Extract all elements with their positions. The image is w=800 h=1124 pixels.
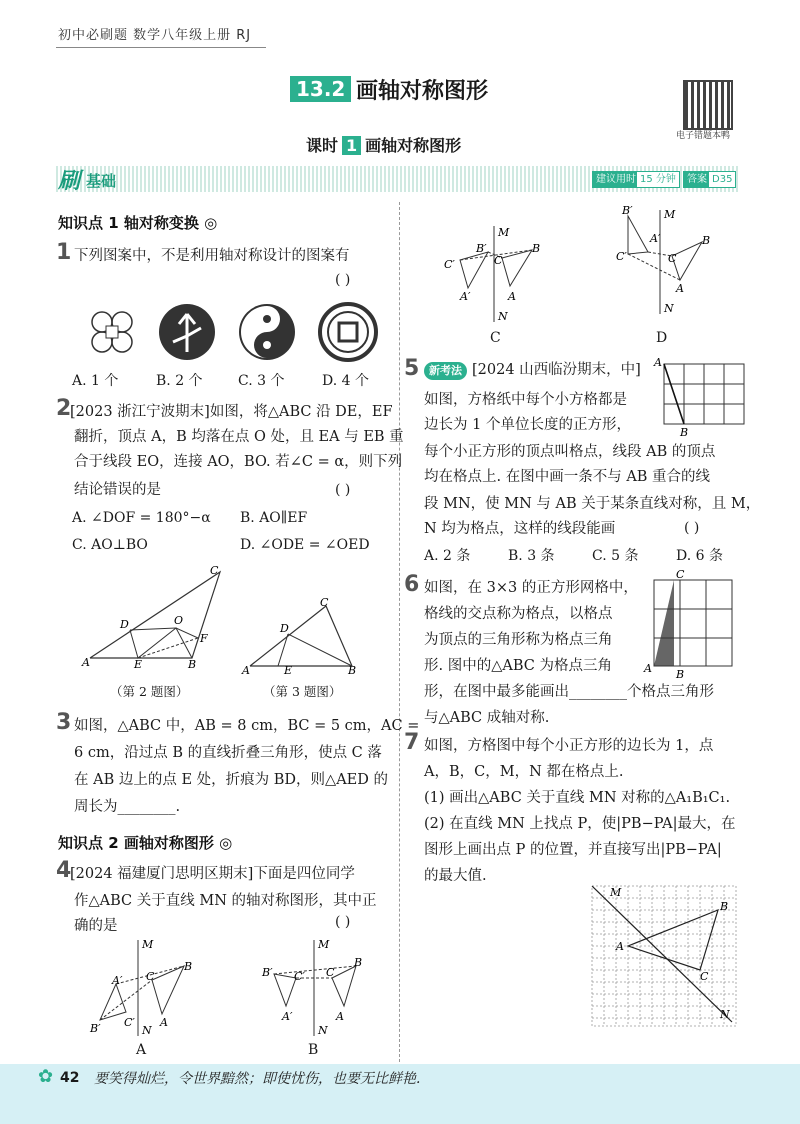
q6-line-2: 格线的交点称为格点，以格点 bbox=[424, 606, 613, 622]
answer-label: 答案 bbox=[683, 171, 711, 188]
svg-text:B′: B′ bbox=[262, 966, 273, 979]
q7-line-2: A，B，C，M，N 都在格点上. bbox=[424, 764, 624, 780]
svg-text:N: N bbox=[664, 302, 674, 315]
q1-text: 下列图案中，不是利用轴对称设计的图案有 bbox=[74, 248, 350, 264]
q3-number: 3 bbox=[56, 710, 72, 735]
q3-line-2: 6 cm，沿过点 B 的直线折叠三角形，使点 C 落 bbox=[74, 745, 382, 761]
svg-text:N: N bbox=[142, 1024, 152, 1037]
book-header: 初中必刷题 数学八年级上册 RJ bbox=[58, 28, 252, 43]
q4-figure-d bbox=[610, 202, 720, 322]
lesson-text: 画轴对称图形 bbox=[365, 136, 462, 155]
q7-line-4: (2) 在直线 MN 上找点 P，使|PB−PA|最大，在 bbox=[424, 816, 736, 832]
footer-motto: 要笑得灿烂，令世界黯然；即使忧伤，也要无比鲜艳. bbox=[94, 1071, 421, 1087]
q4-line-3: 确的是 bbox=[74, 918, 118, 934]
time-value: 15 分钟 bbox=[636, 171, 680, 188]
q2-line-1: [2023 浙江宁波期末]如图，将△ABC 沿 DE，EF bbox=[70, 404, 393, 420]
q2-answer-paren[interactable]: ( ) bbox=[335, 482, 351, 498]
q5-option-c[interactable]: C. 5 条 bbox=[592, 548, 639, 564]
band-brand: 刷 bbox=[58, 169, 81, 194]
svg-text:M: M bbox=[142, 938, 154, 951]
q6-number: 6 bbox=[404, 572, 420, 597]
svg-text:C: C bbox=[668, 252, 677, 265]
pattern-yinyang bbox=[239, 304, 295, 360]
q2-option-b[interactable]: B. AO∥EF bbox=[240, 510, 308, 526]
q4-number: 4 bbox=[56, 858, 72, 883]
q4-figure-b bbox=[256, 936, 366, 1040]
svg-text:A′: A′ bbox=[112, 974, 123, 987]
q6-grid-figure bbox=[640, 566, 740, 680]
q6-line-6: 与△ABC 成轴对称. bbox=[424, 710, 550, 726]
svg-text:A: A bbox=[82, 656, 90, 669]
svg-text:A: A bbox=[242, 664, 250, 676]
lesson-number: 1 bbox=[342, 136, 361, 155]
q4-fig-c-label[interactable]: C bbox=[490, 330, 501, 346]
svg-text:B′: B′ bbox=[622, 204, 633, 217]
qr-caption: 电子错题本鸭 bbox=[676, 131, 731, 141]
q7-line-6: 的最大值. bbox=[424, 868, 487, 884]
q5-tag: 新考法 bbox=[424, 362, 467, 380]
q7-line-3: (1) 画出△ABC 关于直线 MN 对称的△A₁B₁C₁. bbox=[424, 790, 731, 806]
pattern-arrows bbox=[159, 304, 215, 360]
q2-line-4: 结论错误的是 bbox=[74, 482, 161, 498]
column-divider bbox=[399, 202, 400, 1062]
q5-line-5: 均在格点上. 在图中画一条不与 AB 重合的线 bbox=[424, 469, 711, 485]
q1-option-c[interactable]: C. 3 个 bbox=[238, 373, 285, 389]
q5-line-2: 如图，方格纸中每个小方格都是 bbox=[424, 392, 627, 408]
svg-text:B: B bbox=[348, 664, 357, 676]
svg-text:B: B bbox=[720, 900, 729, 913]
svg-text:A: A bbox=[160, 1016, 168, 1029]
lesson-prefix: 课时 bbox=[306, 136, 339, 155]
q5-option-a[interactable]: A. 2 条 bbox=[424, 548, 471, 564]
q4-fig-a-label[interactable]: A bbox=[136, 1042, 147, 1058]
svg-text:B: B bbox=[676, 668, 685, 680]
fig2-caption: （第 2 题图） bbox=[110, 684, 189, 699]
q7-number: 7 bbox=[404, 730, 420, 755]
svg-text:A: A bbox=[508, 290, 516, 303]
q5-option-b[interactable]: B. 3 条 bbox=[508, 548, 555, 564]
q5-option-d[interactable]: D. 6 条 bbox=[676, 548, 723, 564]
svg-text:B: B bbox=[532, 242, 541, 255]
svg-text:M: M bbox=[498, 226, 510, 239]
q5-line-1: [2024 山西临汾期末，中] bbox=[472, 362, 641, 378]
svg-text:A′: A′ bbox=[650, 232, 661, 245]
q6-line-4: 形. 图中的△ABC 为格点三角 bbox=[424, 658, 612, 674]
svg-text:M: M bbox=[610, 886, 622, 899]
svg-text:B: B bbox=[188, 658, 197, 670]
q3-line-4[interactable]: 周长为________. bbox=[74, 799, 181, 815]
kp1-label: 知识点 1 轴对称变换 bbox=[58, 214, 199, 232]
svg-text:F: F bbox=[200, 632, 208, 645]
svg-text:C: C bbox=[210, 564, 219, 577]
q5-line-3: 边长为 1 个单位长度的正方形， bbox=[424, 417, 631, 433]
svg-text:D: D bbox=[280, 622, 289, 635]
q2-line-2: 翻折，顶点 A，B 均落在点 O 处，且 EA 与 EB 重 bbox=[74, 429, 404, 445]
svg-text:D: D bbox=[120, 618, 129, 631]
svg-text:C′: C′ bbox=[124, 1016, 135, 1029]
time-label: 建议用时 bbox=[592, 171, 640, 188]
svg-text:A: A bbox=[676, 282, 684, 295]
svg-text:C: C bbox=[326, 966, 335, 979]
q2-option-c[interactable]: C. AO⊥BO bbox=[72, 537, 148, 553]
q5-line-7: N 均为格点，这样的线段能画 bbox=[424, 521, 616, 537]
svg-text:C: C bbox=[700, 970, 709, 983]
svg-text:B′: B′ bbox=[90, 1022, 101, 1035]
q1-number: 1 bbox=[56, 240, 72, 265]
target-icon: ◎ bbox=[204, 214, 218, 232]
q2-option-d[interactable]: D. ∠ODE = ∠OED bbox=[240, 537, 370, 553]
answer-page[interactable]: D35 bbox=[708, 171, 736, 188]
q7-line-5: 图形上画出点 P 的位置，并直接写出|PB−PA| bbox=[424, 842, 722, 858]
svg-text:A′: A′ bbox=[282, 1010, 293, 1023]
svg-text:E: E bbox=[134, 658, 143, 670]
pattern-coin bbox=[320, 304, 376, 360]
svg-text:O: O bbox=[174, 614, 184, 627]
section-title: 画轴对称图形 bbox=[356, 79, 489, 104]
svg-text:C′: C′ bbox=[294, 970, 305, 983]
q7-grid-figure bbox=[584, 880, 744, 1030]
q5-number: 5 bbox=[404, 356, 420, 381]
svg-text:A: A bbox=[654, 356, 662, 369]
qr-code-icon[interactable] bbox=[683, 80, 733, 130]
q2-line-3: 合于线段 EO，连接 AO，BO. 若∠C = α，则下列 bbox=[74, 454, 403, 470]
q6-line-1: 如图，在 3×3 的正方形网格中， bbox=[424, 580, 638, 596]
svg-text:M: M bbox=[318, 938, 330, 951]
svg-text:C′: C′ bbox=[444, 258, 455, 271]
footer-leaf-icon: ✿ bbox=[38, 1066, 54, 1087]
section-number: 13.2 bbox=[290, 76, 351, 102]
q7-line-1: 如图，方格图中每个小正方形的边长为 1，点 bbox=[424, 738, 714, 754]
q2-option-a[interactable]: A. ∠DOF = 180°−α bbox=[72, 510, 211, 526]
svg-text:A: A bbox=[336, 1010, 344, 1023]
svg-text:C: C bbox=[146, 970, 155, 983]
q1-option-d[interactable]: D. 4 个 bbox=[322, 373, 369, 389]
q1-option-b[interactable]: B. 2 个 bbox=[156, 373, 203, 389]
header-divider bbox=[56, 47, 266, 48]
svg-text:N: N bbox=[498, 310, 508, 322]
q4-figure-c bbox=[436, 206, 556, 322]
q2-figure bbox=[80, 560, 230, 670]
svg-text:A: A bbox=[644, 662, 652, 675]
knowledge-point-2 bbox=[58, 832, 232, 853]
q3-line-3: 在 AB 边上的点 E 处，折痕为 BD，则△AED 的 bbox=[74, 772, 388, 788]
svg-text:B: B bbox=[354, 956, 363, 969]
fig3-caption: （第 3 题图） bbox=[263, 684, 342, 699]
q4-line-2: 作△ABC 关于直线 MN 的轴对称图形，其中正 bbox=[74, 893, 377, 909]
pattern-flower bbox=[92, 312, 132, 352]
q5-grid-figure bbox=[650, 356, 750, 438]
q1-answer-paren[interactable]: ( ) bbox=[335, 272, 351, 288]
q4-fig-b-label[interactable]: B bbox=[308, 1042, 319, 1058]
q1-patterns bbox=[80, 300, 390, 364]
svg-text:B: B bbox=[184, 960, 193, 973]
svg-text:A: A bbox=[616, 940, 624, 953]
kp2-label: 知识点 2 画轴对称图形 bbox=[58, 834, 214, 852]
svg-text:N: N bbox=[318, 1024, 328, 1037]
q3-figure bbox=[240, 592, 370, 676]
q6-line-3: 为顶点的三角形称为格点三角 bbox=[424, 632, 613, 648]
target-icon: ◎ bbox=[219, 834, 233, 852]
svg-text:C: C bbox=[494, 254, 503, 267]
lesson-title bbox=[306, 133, 461, 156]
q5-line-4: 每个小正方形的顶点叫格点，线段 AB 的顶点 bbox=[424, 444, 716, 460]
svg-text:C′: C′ bbox=[616, 250, 627, 263]
q5-line-6: 段 MN，使 MN 与 AB 关于某条直线对称，且 M， bbox=[424, 496, 761, 512]
band-subtitle: 基础 bbox=[86, 172, 117, 190]
q4-line-1: [2024 福建厦门思明区期末]下面是四位同学 bbox=[70, 866, 355, 882]
q2-number: 2 bbox=[56, 396, 72, 421]
svg-text:B′: B′ bbox=[476, 242, 487, 255]
svg-text:E: E bbox=[284, 664, 293, 676]
q1-option-a[interactable]: A. 1 个 bbox=[72, 373, 119, 389]
q4-answer-paren[interactable]: ( ) bbox=[335, 914, 351, 930]
svg-text:B: B bbox=[702, 234, 711, 247]
q5-answer-paren[interactable]: ( ) bbox=[684, 520, 700, 536]
page-number: 42 bbox=[60, 1070, 80, 1086]
q4-fig-d-label[interactable]: D bbox=[656, 330, 668, 346]
svg-text:A′: A′ bbox=[460, 290, 471, 303]
q4-figure-a bbox=[86, 936, 196, 1040]
svg-text:N: N bbox=[720, 1008, 730, 1021]
q3-line-1: 如图，△ABC 中，AB = 8 cm，BC = 5 cm，AC = bbox=[74, 718, 420, 734]
knowledge-point-1 bbox=[58, 212, 217, 233]
svg-text:B: B bbox=[680, 426, 689, 438]
q6-line-5[interactable]: 形，在图中最多能画出________个格点三角形 bbox=[424, 684, 714, 700]
svg-text:M: M bbox=[664, 208, 676, 221]
svg-text:C: C bbox=[320, 596, 329, 609]
svg-text:C: C bbox=[676, 568, 685, 581]
